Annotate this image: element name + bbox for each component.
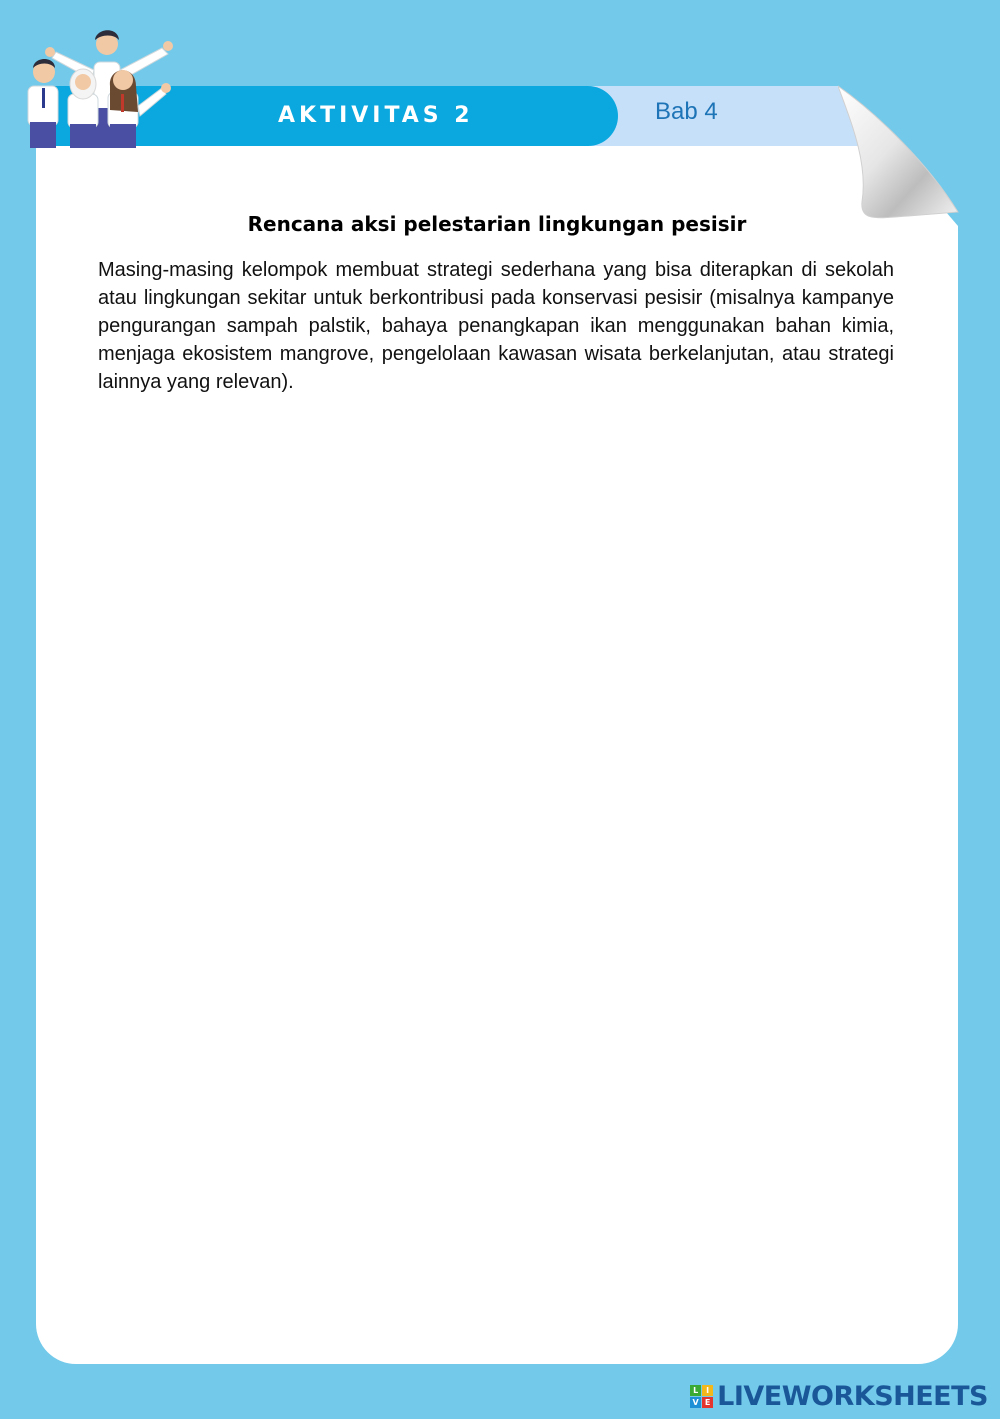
- logo-letter-i: I: [702, 1385, 713, 1396]
- activity-title: AKTIVITAS 2: [278, 103, 474, 128]
- students-illustration-icon: [22, 22, 182, 148]
- chapter-label: Bab 4: [655, 98, 718, 125]
- page-curl-icon: [838, 84, 960, 226]
- liveworksheets-brand: [690, 1376, 988, 1416]
- brand-name: LIVEWORKSHEETS: [717, 1380, 988, 1412]
- liveworksheets-logo-icon: [690, 1385, 713, 1408]
- logo-letter-v: V: [690, 1397, 701, 1408]
- logo-letter-l: L: [690, 1385, 701, 1396]
- section-heading: Rencana aksi pelestarian lingkungan pesisir: [247, 212, 747, 236]
- logo-letter-e: E: [702, 1397, 713, 1408]
- instruction-paragraph: Masing-masing kelompok membuat strategi sederhana yang bisa diterapkan di sekolah atau lingkungan sekitar untuk berkontribusi pada konservasi pesisir (misalnya kampanye pengurangan sampah palstik, bahaya penangkapan ikan menggunakan bahan kimia, menjaga ekosistem mangrove, pengelolaan kawasan wisata berkelanjutan, atau strategi lainnya yang relevan).: [98, 259, 894, 393]
